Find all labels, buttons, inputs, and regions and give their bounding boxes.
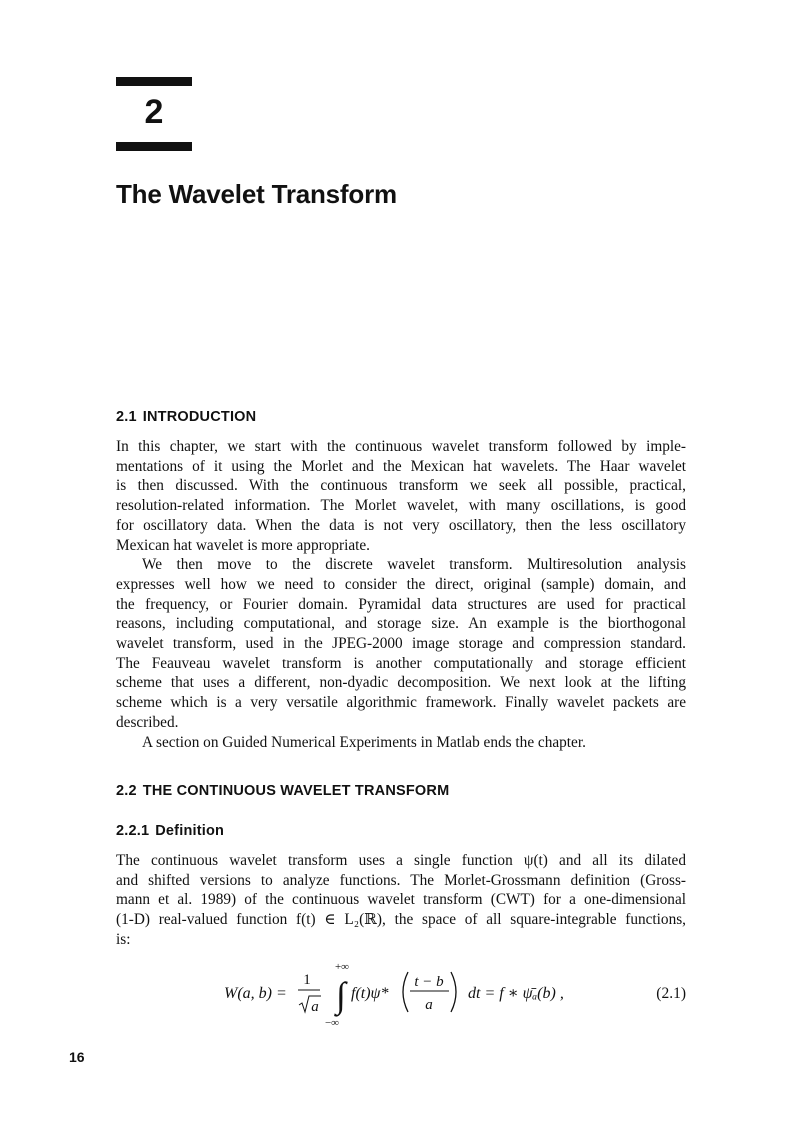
equation-2-1 bbox=[116, 960, 686, 1030]
equation-fraction-numerator: 1 bbox=[303, 972, 311, 988]
text-line: the frequency, or Fourier domain. Pyramidal data structures are used for practical bbox=[116, 595, 686, 613]
subsection-title: Definition bbox=[155, 823, 225, 839]
integral-lower-limit: −∞ bbox=[324, 1017, 340, 1029]
text-line: The Feauveau wavelet transform is another computationally and storage efficient bbox=[116, 654, 686, 672]
inner-fraction-numerator: t − b bbox=[414, 974, 444, 990]
chapter-rule-top bbox=[116, 77, 192, 86]
chapter-title: The Wavelet Transform bbox=[116, 179, 397, 209]
text-line: scheme which is a very versatile algorithmic framework. Finally wavelet packets are bbox=[116, 694, 686, 712]
section-heading-cwt bbox=[116, 782, 449, 800]
section-number: 2.2 bbox=[116, 783, 137, 799]
text-line: is then discussed. With the continuous transform we seek all possible, practical, bbox=[116, 477, 686, 495]
left-paren bbox=[403, 972, 408, 1012]
section-number: 2.1 bbox=[116, 409, 137, 425]
text-line: described. bbox=[116, 713, 179, 731]
integral-sign: ∫ bbox=[336, 975, 346, 1015]
equation-lhs: W(a, b) = bbox=[224, 985, 287, 1002]
subsection-number: 2.2.1 bbox=[116, 823, 150, 839]
text-line: resolution-related information. The Morlet wavelet, with many oscillations, is good bbox=[116, 497, 686, 515]
text-line: The continuous wavelet transform uses a single function ψ(t) and all its dilated bbox=[116, 852, 686, 869]
section-title: THE CONTINUOUS WAVELET TRANSFORM bbox=[142, 783, 450, 799]
section-heading-introduction bbox=[116, 408, 256, 426]
text-line: mentations of it using the Morlet and the Mexican hat wavelets. The Haar wavelet bbox=[116, 457, 686, 475]
text-line: In this chapter, we start with the continuous wavelet transform followed by imple- bbox=[116, 438, 686, 455]
chapter-rule-bottom bbox=[116, 142, 192, 151]
text-line: is: bbox=[116, 930, 131, 948]
text-line: for oscillatory data. When the data is not very oscillatory, then the less oscillatory bbox=[116, 516, 686, 534]
subsection-heading-definition bbox=[116, 822, 224, 840]
text-line: A section on Guided Numerical Experiments in Matlab ends the chapter. bbox=[142, 733, 586, 751]
text-line: (1-D) real-valued function f(t) ∈ L₂(ℝ), the space of all square-integrable functions, bbox=[116, 911, 686, 929]
equation-root-radicand: a bbox=[311, 999, 319, 1015]
text-line: and shifted versions to analyze functions. The Morlet-Grossmann definition (Gross- bbox=[116, 871, 686, 889]
equation-rhs: dt = f ∗ ψ̄ₐ(b) , bbox=[468, 985, 564, 1002]
text-line: scheme that uses a different, non-dyadic decomposition. We next look at the lifting bbox=[116, 674, 686, 692]
equation-label: (2.1) bbox=[656, 985, 686, 1002]
page-number: 16 bbox=[69, 1049, 85, 1065]
inner-fraction-denominator: a bbox=[425, 997, 433, 1013]
definition-body bbox=[116, 851, 686, 950]
right-paren bbox=[451, 972, 456, 1012]
text-line: wavelet transform, used in the JPEG-2000 image storage and compression standard. bbox=[116, 635, 686, 653]
chapter-number: 2 bbox=[144, 93, 164, 131]
introduction-body bbox=[116, 437, 686, 752]
equation-integrand: f(t)ψ* bbox=[351, 985, 389, 1002]
text-line: expresses well how we need to consider the direct, original (sample) domain, and bbox=[116, 575, 686, 593]
text-line: reasons, including computational, and storage size. An example is the biorthogonal bbox=[116, 615, 686, 633]
text-line: We then move to the discrete wavelet transform. Multiresolution analysis bbox=[142, 556, 686, 574]
section-title: INTRODUCTION bbox=[142, 409, 257, 425]
integral-upper-limit: +∞ bbox=[334, 961, 350, 973]
text-line: Mexican hat wavelet is more appropriate. bbox=[116, 536, 370, 554]
text-line: mann et al. 1989) of the continuous wavelet transform (CWT) for a one-dimensional bbox=[116, 891, 686, 909]
